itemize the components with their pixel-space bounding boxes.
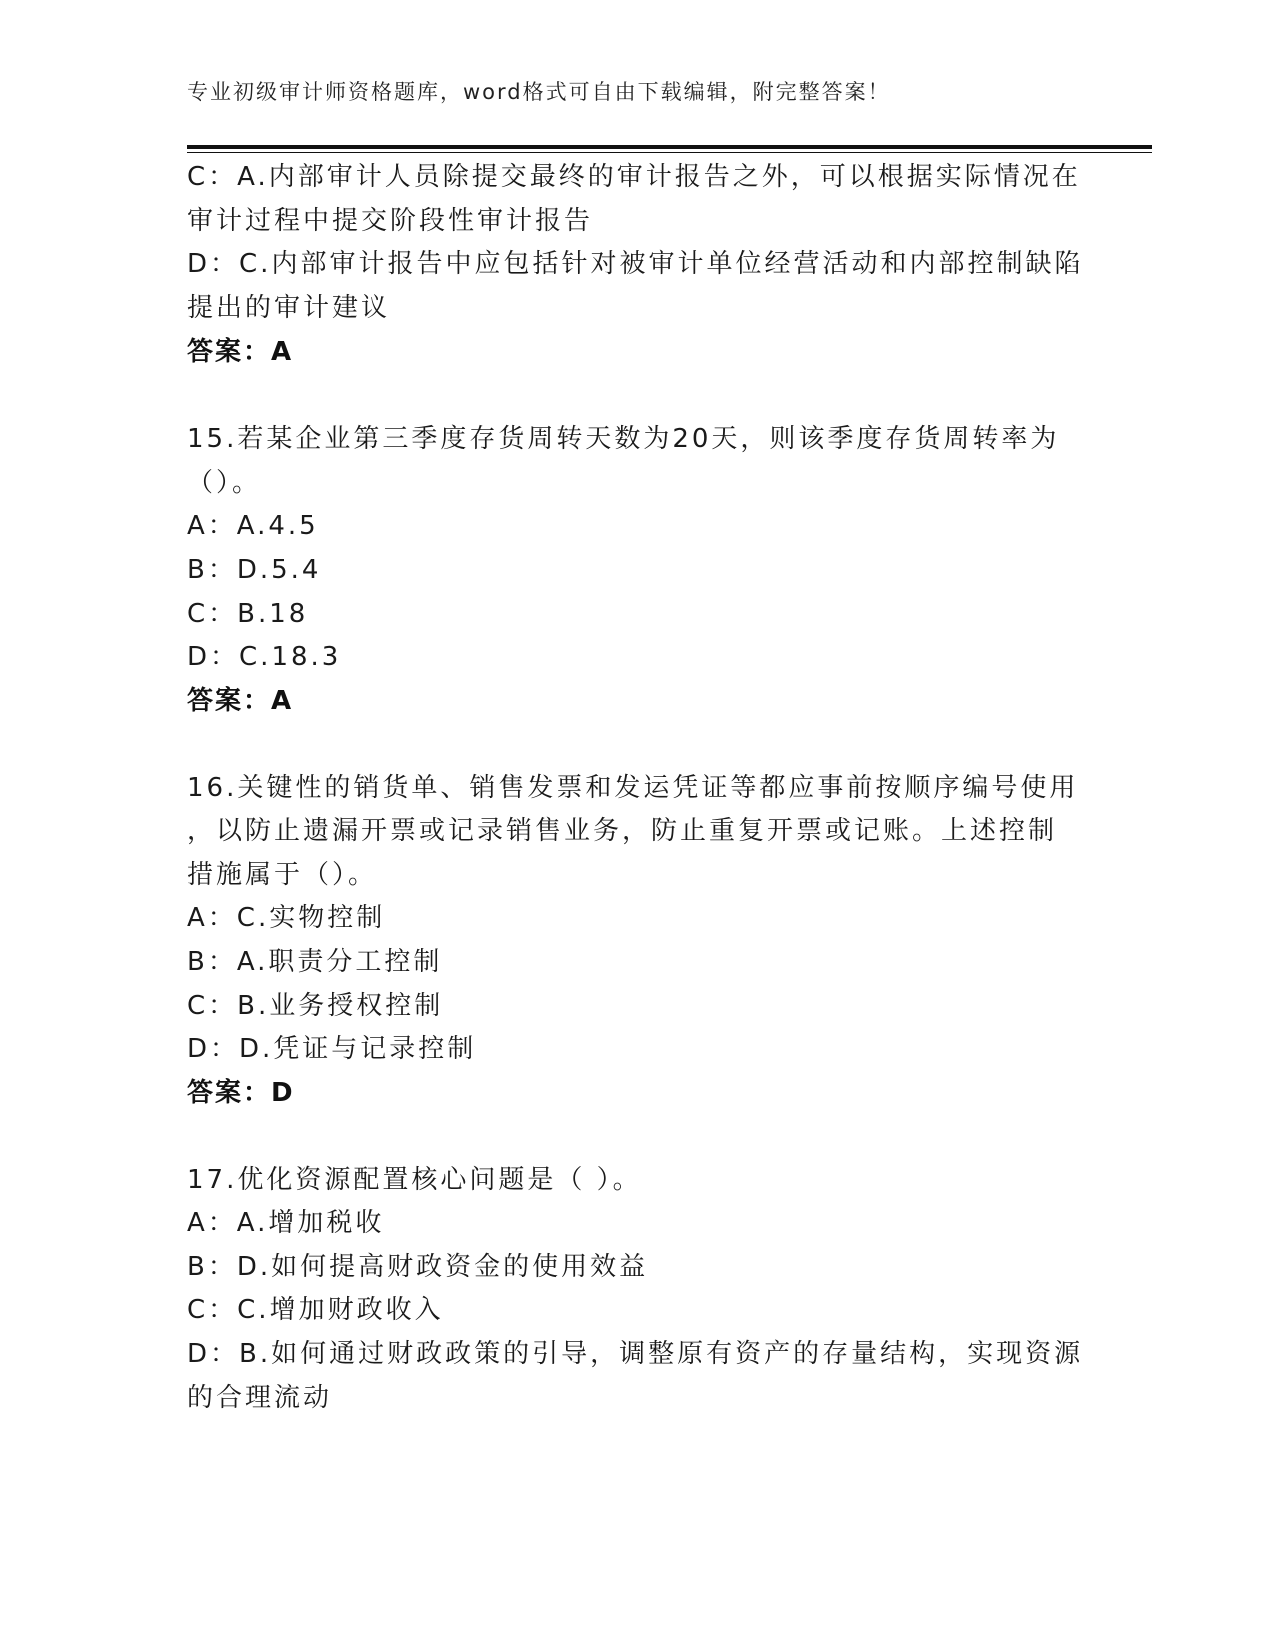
q16-option-a: A：C.实物控制: [187, 903, 386, 933]
q14-option-d-line1: D：C.内部审计报告中应包括针对被审计单位经营活动和内部控制缺陷: [187, 249, 1084, 279]
q14-option-c-line1: C：A.内部审计人员除提交最终的审计报告之外，可以根据实际情况在: [187, 162, 1081, 192]
q16-stem-line2: ，以防止遗漏开票或记录销售业务，防止重复开票或记账。上述控制: [187, 816, 1058, 846]
q16-option-b: B：A.职责分工控制: [187, 947, 443, 977]
q15-option-c: C：B.18: [187, 599, 309, 629]
page-header: 专业初级审计师资格题库，word格式可自由下载编辑，附完整答案！: [187, 80, 891, 104]
q17-option-a: A：A.增加税收: [187, 1208, 385, 1238]
q14-option-c-line2: 审计过程中提交阶段性审计报告: [187, 206, 594, 236]
q15-option-a: A：A.4.5: [187, 511, 319, 541]
q16-option-c: C：B.业务授权控制: [187, 991, 444, 1021]
q16-stem-line3: 措施属于（）。: [187, 860, 378, 890]
q15-option-d: D：C.18.3: [187, 642, 342, 672]
q17-option-c: C：C.增加财政收入: [187, 1295, 444, 1325]
header-rule-thick: [187, 145, 1152, 149]
q16-stem-line1: 16.关键性的销货单、销售发票和发运凭证等都应事前按顺序编号使用: [187, 773, 1079, 803]
q16-answer: 答案：D: [187, 1078, 295, 1108]
q17-option-d-line1: D：B.如何通过财政政策的引导，调整原有资产的存量结构，实现资源: [187, 1339, 1084, 1369]
q15-answer: 答案：A: [187, 686, 294, 716]
q15-stem-line2: （）。: [187, 468, 262, 498]
header-rule-thin: [187, 152, 1152, 153]
q17-option-b: B：D.如何提高财政资金的使用效益: [187, 1252, 649, 1282]
q17-option-d-line2: 的合理流动: [187, 1383, 333, 1413]
q17-stem-line1: 17.优化资源配置核心问题是（ ）。: [187, 1165, 642, 1195]
q14-option-d-line2: 提出的审计建议: [187, 293, 391, 323]
q14-answer: 答案：A: [187, 337, 294, 367]
q16-option-d: D：D.凭证与记录控制: [187, 1034, 477, 1064]
q15-stem-line1: 15.若某企业第三季度存货周转天数为20天，则该季度存货周转率为: [187, 424, 1060, 454]
q15-option-b: B：D.5.4: [187, 555, 322, 585]
